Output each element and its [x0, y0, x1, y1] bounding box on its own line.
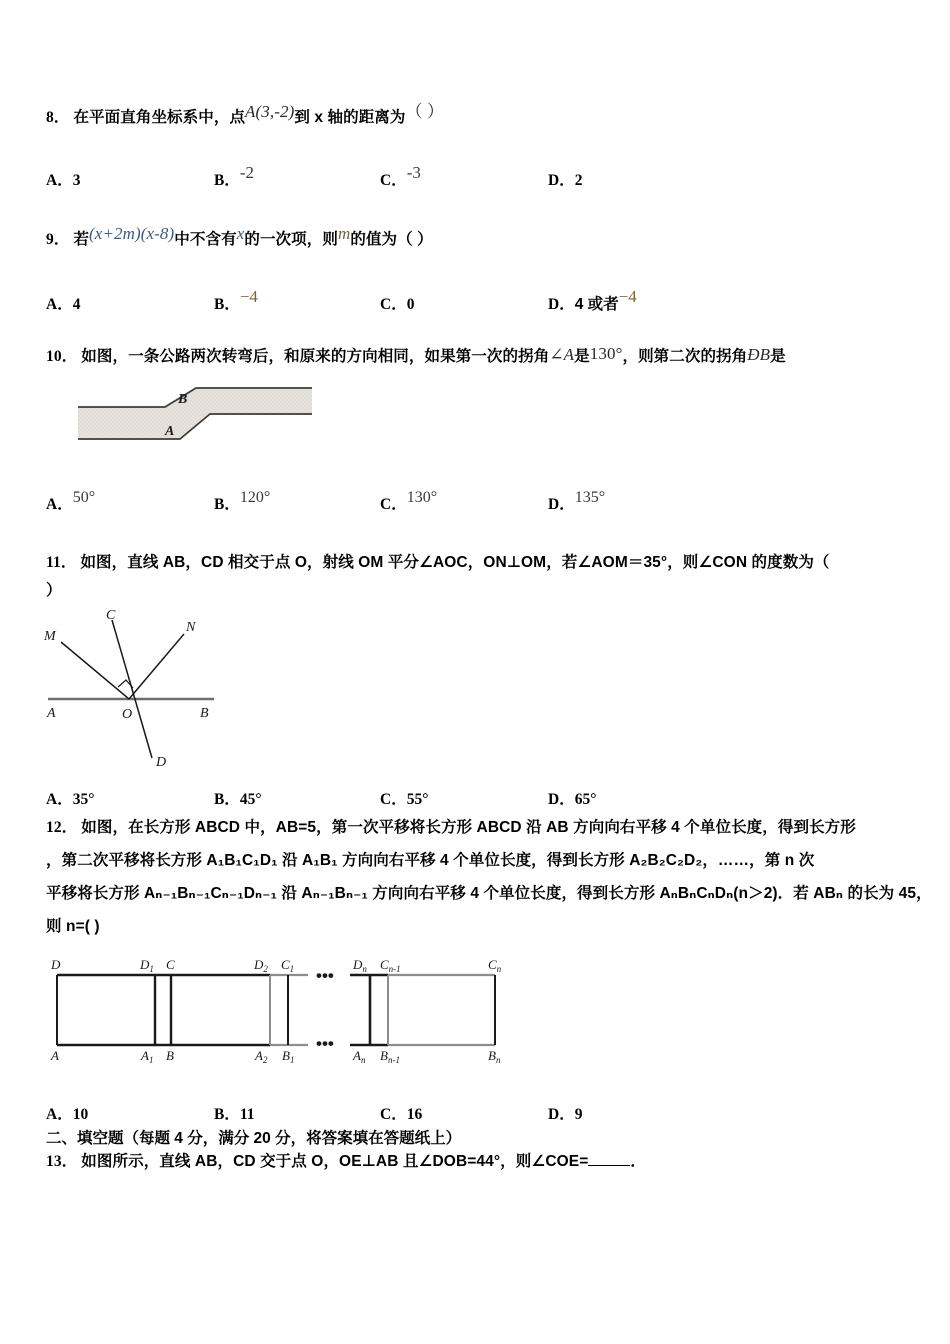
label-N: N: [186, 620, 196, 635]
option-8-a[interactable]: [46, 168, 80, 190]
option-9-a[interactable]: [46, 292, 80, 314]
option-12-d-value: 9: [574, 1106, 583, 1123]
option-9-a-value: 4: [72, 296, 81, 313]
question-10-stem-p3: ，则第二次的拐角: [622, 348, 748, 365]
ray-OM: [61, 642, 129, 699]
label-Bn: $B_n$: [488, 1048, 501, 1065]
option-11-b[interactable]: [214, 787, 262, 809]
option-11-a-value: 35°: [72, 791, 95, 808]
label-O: O: [122, 707, 133, 722]
question-12-options: [46, 1090, 936, 1124]
option-10-a-label: A．: [46, 496, 73, 513]
option-11-c[interactable]: [380, 787, 428, 809]
option-8-b[interactable]: [214, 163, 255, 190]
label-D: D: [51, 957, 61, 972]
option-12-b-label: B．: [214, 1106, 240, 1123]
option-8-d-value: 2: [574, 172, 583, 189]
question-8-stem: [46, 102, 445, 127]
option-8-a-value: 3: [72, 172, 81, 189]
question-10-stem-value: 130°: [589, 344, 623, 363]
label-D2: $D_2$: [254, 957, 268, 974]
intersecting-lines-figure: [34, 606, 254, 771]
option-8-d[interactable]: [548, 168, 582, 190]
option-10-c-label: C．: [380, 496, 407, 513]
option-12-b[interactable]: [214, 1102, 255, 1124]
label-Dn: $D_n$: [353, 957, 367, 974]
option-10-a-value: 50°: [72, 489, 96, 506]
option-10-d-value: 135°: [574, 489, 606, 506]
option-11-c-value: 55°: [406, 791, 429, 808]
option-9-d-label: D．: [548, 296, 575, 313]
question-9-stem-math3: m: [337, 224, 351, 243]
question-8-stem-before: 在平面直角坐标系中，点: [73, 109, 246, 126]
option-10-d-label: D．: [548, 496, 575, 513]
question-12-line4: 则 n=( ): [46, 918, 100, 935]
option-10-a[interactable]: [46, 489, 96, 514]
option-12-b-value: 11: [239, 1106, 255, 1123]
label-D: D: [156, 755, 167, 770]
question-9-stem-math2: x: [236, 224, 245, 243]
option-10-c[interactable]: [380, 489, 438, 514]
question-9-stem-after: 的值为（ ）: [350, 231, 433, 248]
option-8-b-value: -2: [239, 163, 255, 182]
option-11-d-value: 65°: [574, 791, 597, 808]
question-12-stem-line1: [46, 818, 856, 837]
option-8-c-label: C．: [380, 172, 407, 189]
question-13-answer-blank[interactable]: [588, 1152, 630, 1166]
question-11-stem-close: ）: [46, 582, 62, 599]
option-8-c[interactable]: [380, 163, 421, 190]
option-8-d-label: D．: [548, 172, 575, 189]
option-9-d[interactable]: [548, 287, 637, 314]
road-label-A: A: [165, 424, 175, 439]
question-10-stem-p4: 是: [770, 348, 786, 365]
label-C: C: [166, 957, 175, 972]
question-8-stem-math: A(3,-2): [245, 102, 295, 121]
question-9-stem-before: 若: [73, 231, 90, 248]
option-11-a-label: A．: [46, 791, 73, 808]
option-12-d-label: D．: [548, 1106, 575, 1123]
question-9-stem-mid2: 的一次项，则: [244, 231, 338, 248]
translated-rectangles-svg: [40, 952, 520, 1067]
question-10-angle-a: ∠A: [549, 345, 575, 364]
option-12-c-value: 16: [406, 1106, 423, 1123]
question-12-line2: ，第二次平移将长方形 A₁B₁C₁D₁ 沿 A₁B₁ 方向向右平移 4 个单位长度，得到长方形 A₂B₂C₂D₂，……，第 n 次: [46, 852, 815, 869]
option-12-a-label: A．: [46, 1106, 73, 1123]
section-two-heading: 二、填空题（每题 4 分，满分 20 分，将答案填在答题纸上）: [46, 1130, 462, 1147]
question-10-options: [46, 480, 936, 514]
question-9-stem: [46, 224, 433, 249]
question-12-stem-line4: [46, 917, 100, 936]
label-An: $A_n$: [353, 1048, 366, 1065]
label-A: A: [51, 1048, 59, 1063]
option-9-c[interactable]: [380, 292, 414, 314]
label-Bn-1: $B_{n-1}$: [380, 1048, 400, 1065]
option-12-a-value: 10: [72, 1106, 89, 1123]
option-8-b-label: B．: [214, 172, 240, 189]
road-label-B: B: [178, 392, 188, 407]
option-11-d-label: D．: [548, 791, 575, 808]
question-11-stem-line2: [46, 581, 62, 600]
label-C: C: [106, 608, 116, 623]
option-9-c-value: 0: [406, 296, 415, 313]
question-13-stem: [46, 1152, 646, 1171]
option-12-c-label: C．: [380, 1106, 407, 1123]
option-9-d-value: 4 或者: [574, 296, 619, 313]
label-B1: $B_1$: [282, 1048, 295, 1065]
option-12-c[interactable]: [380, 1102, 422, 1124]
question-13-number: 13．: [46, 1153, 78, 1170]
option-12-a[interactable]: [46, 1102, 88, 1124]
question-11-number: 11．: [46, 554, 77, 571]
question-9-stem-math: (x+2m)(x-8): [89, 224, 175, 243]
question-8-options: [46, 156, 936, 190]
option-10-b-value: 120°: [239, 489, 271, 506]
option-8-a-label: A．: [46, 172, 73, 189]
option-11-c-label: C．: [380, 791, 407, 808]
option-12-d[interactable]: [548, 1102, 582, 1124]
label-A2: $A_2$: [255, 1048, 268, 1065]
option-9-c-label: C．: [380, 296, 407, 313]
question-13-text-after: ．: [630, 1153, 646, 1170]
option-9-d-value2: −4: [618, 287, 637, 306]
option-11-a[interactable]: [46, 787, 94, 809]
question-12-stem-line2: [46, 851, 814, 870]
question-12-line1: 如图，在长方形 ABCD 中，AB=5，第一次平移将长方形 ABCD 沿 AB 方向向右平移 4 个单位长度，得到长方形: [81, 819, 856, 836]
question-11-stem-line1: [46, 553, 830, 572]
question-10-angle-b: ÐB: [747, 345, 771, 364]
ellipsis-bottom: •••: [316, 1034, 334, 1053]
option-9-b-value: −4: [239, 287, 258, 306]
option-11-d[interactable]: [548, 787, 596, 809]
option-8-c-value: -3: [406, 163, 421, 182]
option-10-c-value: 130°: [406, 489, 438, 506]
label-C1: $C_1$: [281, 957, 295, 974]
question-11-stem-text: 如图，直线 AB，CD 相交于点 O，射线 OM 平分∠AOC，ON⊥OM，若∠AOM＝35°，则∠CON 的度数为（: [80, 554, 830, 571]
label-B: B: [166, 1048, 174, 1063]
label-M: M: [44, 629, 56, 644]
question-11-options: [46, 775, 936, 809]
label-B: B: [200, 706, 209, 721]
road-bend-svg: [70, 383, 320, 463]
question-10-stem-p1: 如图，一条公路两次转弯后，和原来的方向相同，如果第一次的拐角: [81, 348, 550, 365]
question-12-stem-line3: [46, 884, 932, 903]
ellipsis-top: •••: [316, 966, 334, 985]
question-8-stem-after: 到 x 轴的距离为: [294, 109, 406, 126]
label-A: A: [47, 706, 56, 721]
option-10-b[interactable]: [214, 489, 271, 514]
question-10-stem: [46, 345, 786, 366]
label-Cn: $C_n$: [488, 957, 502, 974]
question-9-stem-mid: 中不含有: [174, 231, 237, 248]
translated-rectangles-figure: [40, 952, 520, 1067]
option-10-d[interactable]: [548, 489, 606, 514]
label-D1: $D_1$: [140, 957, 154, 974]
ray-ON: [129, 634, 184, 699]
option-9-b[interactable]: [214, 287, 258, 314]
option-11-b-label: B．: [214, 791, 240, 808]
option-9-a-label: A．: [46, 296, 73, 313]
question-9-options: [46, 280, 936, 314]
option-9-b-label: B．: [214, 296, 240, 313]
road-bend-figure: [70, 383, 320, 463]
label-A1: $A_1$: [141, 1048, 154, 1065]
question-12-number: 12．: [46, 819, 78, 836]
option-11-b-value: 45°: [239, 791, 262, 808]
question-9-number: 9．: [46, 231, 70, 248]
intersecting-lines-svg: [34, 606, 254, 771]
option-10-b-label: B．: [214, 496, 240, 513]
question-8-stem-tail: （ ）: [405, 102, 445, 121]
question-8-number: 8．: [46, 109, 70, 126]
question-10-stem-p2: 是: [574, 348, 590, 365]
label-Cn-1: $C_{n-1}$: [380, 957, 401, 974]
question-12-line3: 平移将长方形 Aₙ₋₁Bₙ₋₁Cₙ₋₁Dₙ₋₁ 沿 Aₙ₋₁Bₙ₋₁ 方向向右平移 4 个单位长度，得到长方形 AₙBₙCₙDₙ(n＞2)．若 ABₙ 的长为 45，: [46, 885, 932, 902]
question-13-text-before: 如图所示，直线 AB，CD 交于点 O，OE⊥AB 且∠DOB=44°，则∠COE=: [81, 1153, 589, 1170]
question-10-number: 10．: [46, 348, 78, 365]
